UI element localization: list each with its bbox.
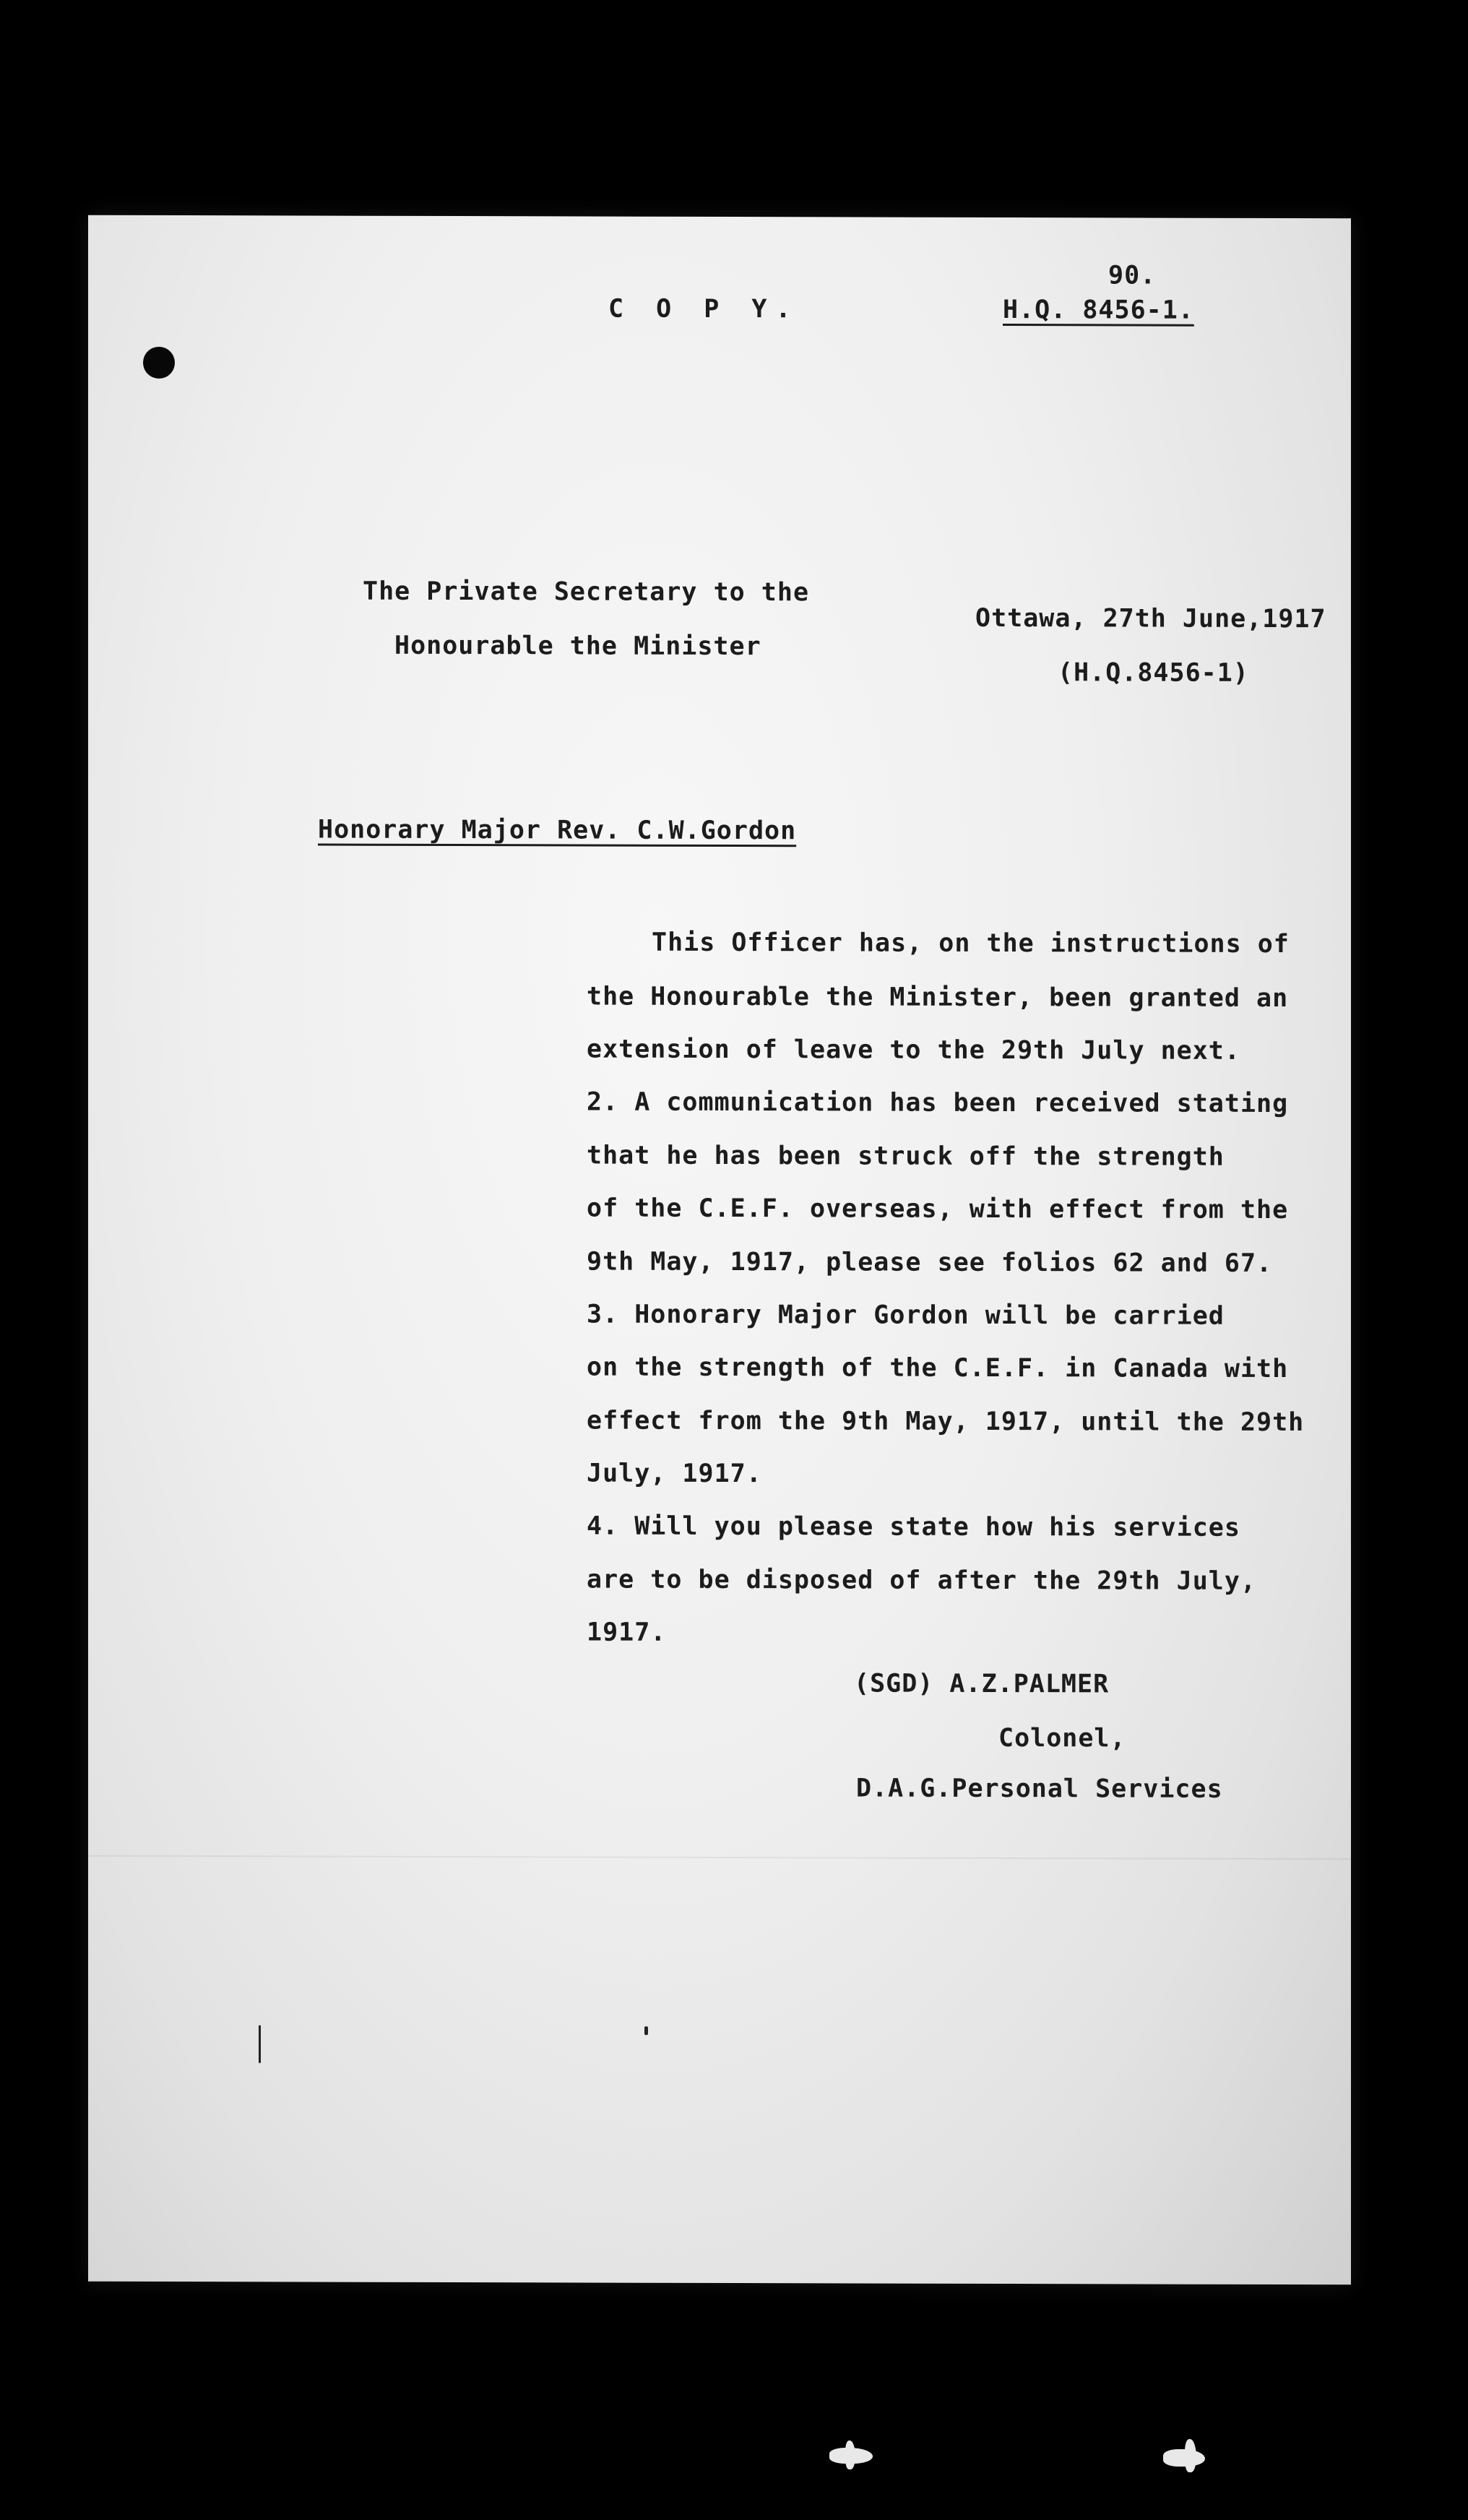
body-line: are to be disposed of after the 29th July, [587,1565,1257,1596]
body-line: 9th May, 1917, please see folios 62 and 67. [587,1247,1273,1279]
body-line: extension of leave to the 29th July next. [587,1035,1240,1066]
signature-name: (SGD) A.Z.PALMER [854,1669,1110,1699]
body-line: effect from the 9th May, 1917, until the 29th [587,1406,1305,1438]
stray-mark [644,2027,648,2035]
edge-debris [824,2435,889,2478]
place-date: Ottawa, 27th June,1917 [975,603,1326,634]
signature-title: D.A.G.Personal Services [856,1774,1223,1804]
addressee-line-1: The Private Secretary to the [363,577,810,608]
body-line: on the strength of the C.E.F. in Canada with [587,1352,1289,1384]
body-line: 4. Will you please state how his services [587,1511,1240,1542]
signature-rank: Colonel, [998,1724,1126,1753]
file-reference: H.Q. 8456-1. [1003,295,1194,325]
stray-mark [259,2025,261,2063]
folio-number: 90. [1108,261,1157,290]
addressee-line-2: Honourable the Minister [394,631,761,662]
punch-hole [143,347,175,379]
body-line: July, 1917. [587,1459,762,1489]
body-line: This Officer has, on the instructions of [652,928,1290,959]
body-line: 3. Honorary Major Gordon will be carried [587,1300,1225,1331]
subject-line: Honorary Major Rev. C.W.Gordon [318,815,797,846]
body-line: that he has been struck off the strength [587,1141,1225,1172]
reference-number: (H.Q.8456-1) [1058,658,1249,688]
body-line: the Honourable the Minister, been granted an [587,982,1289,1014]
body-line: 2. A communication has been received stating [587,1087,1289,1119]
body-line: of the C.E.F. overseas, with effect from the [587,1194,1289,1225]
document-page [88,215,1351,2285]
copy-label: C O P Y. [608,294,800,324]
edge-debris [1156,2435,1221,2478]
body-line: 1917. [587,1618,667,1647]
